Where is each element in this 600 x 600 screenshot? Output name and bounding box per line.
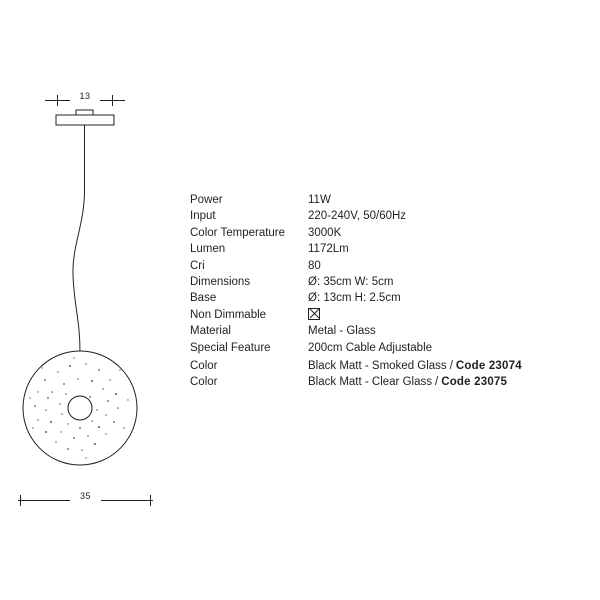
color-label: Color bbox=[190, 376, 218, 389]
spec-row-non-dimmable bbox=[190, 307, 590, 323]
spec-label: Input bbox=[190, 210, 216, 223]
spec-value: 220-240V, 50/60Hz bbox=[308, 210, 407, 223]
separator: / bbox=[449, 360, 453, 372]
technical-drawing bbox=[0, 0, 185, 600]
bottom-dimension-label: 35 bbox=[79, 491, 91, 501]
color-label: Color bbox=[190, 360, 218, 372]
color-name: Black Matt - Clear Glass bbox=[308, 376, 432, 389]
spec-label: Color Temperature bbox=[190, 226, 286, 239]
spec-label: Non Dimmable bbox=[190, 308, 267, 321]
separator: / bbox=[434, 376, 439, 389]
color-row bbox=[190, 374, 590, 390]
spec-value: 11W bbox=[308, 194, 331, 206]
spec-label: Material bbox=[190, 325, 231, 338]
fixture-illustration bbox=[0, 0, 185, 600]
spec-label: Base bbox=[190, 292, 217, 305]
spec-row bbox=[190, 274, 590, 290]
spec-row bbox=[190, 241, 590, 257]
color-value bbox=[308, 374, 507, 390]
spec-label: Lumen bbox=[190, 243, 226, 256]
product-code: Code 23074 bbox=[455, 360, 522, 372]
suspension-cable-icon bbox=[73, 125, 85, 352]
spec-row bbox=[190, 192, 590, 208]
color-row bbox=[190, 358, 590, 374]
spec-row bbox=[190, 225, 590, 241]
spec-label: Cri bbox=[190, 259, 205, 272]
spec-value: 1172Lm bbox=[308, 243, 349, 256]
spec-value: 80 bbox=[308, 259, 321, 272]
spec-value: Ø: 35cm W: 5cm bbox=[308, 275, 394, 288]
spec-label: Power bbox=[190, 194, 223, 206]
spec-label: Dimensions bbox=[190, 275, 251, 288]
non-dimmable-icon bbox=[308, 308, 320, 320]
color-value bbox=[308, 358, 522, 374]
color-name: Black Matt - Smoked Glass bbox=[308, 360, 447, 372]
spec-value: 200cm Cable Adjustable bbox=[308, 341, 433, 354]
spec-row bbox=[190, 340, 590, 356]
spec-value: 3000K bbox=[308, 226, 342, 239]
spec-label: Special Feature bbox=[190, 341, 271, 354]
color-options-list bbox=[190, 358, 590, 391]
product-code: Code 23075 bbox=[441, 376, 508, 389]
bottom-dimension bbox=[18, 492, 153, 508]
spec-value bbox=[308, 307, 320, 320]
spec-row bbox=[190, 208, 590, 224]
spec-row bbox=[190, 290, 590, 306]
top-dimension-label: 13 bbox=[79, 91, 91, 101]
spec-value: Metal - Glass bbox=[308, 325, 376, 338]
specifications-list bbox=[190, 192, 590, 356]
spec-value: Ø: 13cm H: 2.5cm bbox=[308, 292, 401, 305]
spec-row bbox=[190, 258, 590, 274]
ceiling-canopy-icon bbox=[56, 110, 114, 125]
pendant-shade-icon bbox=[23, 351, 137, 465]
spec-row bbox=[190, 323, 590, 339]
